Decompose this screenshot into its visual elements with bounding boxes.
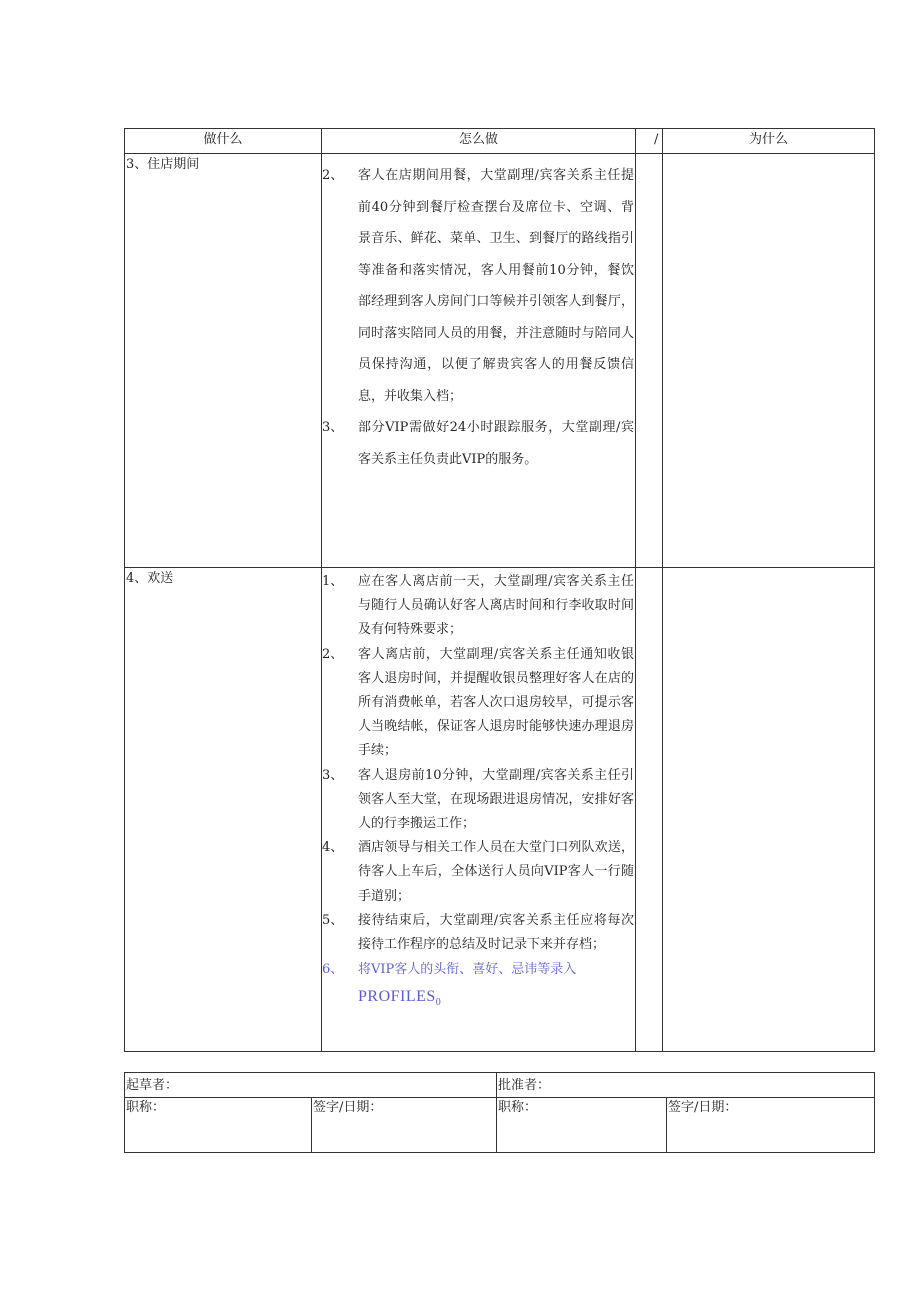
item-text: 部分VIP需做好24小时跟踪服务，大堂副理/宾客关系主任负责此VIP的服务。 [358, 420, 634, 467]
footer-left-border [124, 1072, 125, 1153]
list-item [322, 412, 634, 475]
footer-left-divider [311, 1097, 312, 1153]
footer-right-divider [666, 1097, 667, 1153]
drafter-sign-label: 签字/日期： [313, 1100, 383, 1115]
header-mark: / [654, 132, 659, 147]
header-why: 为什么 [748, 132, 788, 147]
item-text: 客人在店期间用餐，大堂副理/宾客关系主任提前40分钟到餐厅检查摆台及席位卡、空调、背景音乐、鲜花、菜单、卫生、到餐厅的路线指引等准备和落实情况，客人用餐前10分钟，餐饮部经理到客人房间门口等候并引领客人到餐厅，同时落实陪同人员的用餐，并注意随时与陪同人员保持沟通，以便了解贵宾客人的用餐反馈信息，并收集入档； [358, 168, 634, 404]
list-item [322, 764, 634, 837]
list-item [322, 643, 634, 764]
item-text: 客人退房前10分钟，大堂副理/宾客关系主任引领客人至大堂，在现场跟进退房情况，安排好客人的行李搬运工作； [358, 767, 634, 832]
approver-label: 批准者： [498, 1078, 551, 1093]
stay-how-cell [322, 160, 634, 475]
item-number: 3、 [322, 420, 344, 435]
list-item-highlighted [322, 958, 634, 1018]
table-bottom-border [124, 1051, 875, 1052]
item-number: 2、 [322, 168, 344, 183]
item-number: 1、 [322, 574, 344, 589]
table-right-border [874, 128, 875, 1052]
header-bottom-border [124, 153, 875, 154]
item-text: 应在客人离店前一天，大堂副理/宾客关系主任与随行人员确认好客人离店时间和行李收取时间及有何特殊要求； [358, 574, 634, 638]
item-number: 6、 [322, 962, 344, 978]
approver-title-label: 职称： [498, 1100, 538, 1115]
item-text: 酒店领导与相关工作人员在大堂门口列队欢送，待客人上车后，全体送行人员向VIP客人一行随手道别； [358, 840, 634, 904]
approver-sign-label: 签字/日期： [668, 1100, 738, 1115]
list-item [322, 570, 634, 643]
footer-right-border [874, 1072, 875, 1153]
item-number: 3、 [322, 767, 344, 783]
drafter-title-label: 职称： [126, 1100, 166, 1115]
item-number: 4、 [322, 840, 344, 856]
row-divider [124, 567, 875, 568]
item-text: 接待结束后，大堂副理/宾客关系主任应将每次接待工作程序的总结及时记录下来并存档； [358, 912, 634, 953]
row-label-stay: 3、住店期间 [126, 157, 200, 172]
item-text: 将VIP客人的头衔、喜好、忌讳等录入 [358, 962, 577, 978]
drafter-label: 起草者： [126, 1078, 179, 1093]
item-text: 客人离店前，大堂副理/宾客关系主任通知收银客人退房时间，并提醒收银员整理好客人在店的所有消费帐单，若客人次口退房较早，可提示客人当晚结帐，保证客人退房时能够快速办理退房手续； [358, 646, 634, 759]
list-item [322, 160, 634, 412]
list-item [322, 909, 634, 957]
column-divider-2 [635, 128, 636, 1052]
column-divider-3 [662, 128, 663, 1052]
profiles-subscript: 0 [435, 997, 442, 1009]
profiles-term [358, 982, 634, 1018]
table-left-border [124, 128, 125, 1052]
footer-center-divider [496, 1072, 497, 1153]
item-number: 5、 [322, 912, 344, 928]
farewell-how-cell [322, 570, 634, 1019]
footer-bottom-border [124, 1152, 875, 1153]
list-item [322, 836, 634, 909]
header-how: 怎么做 [458, 132, 498, 147]
profiles-word: PROFILES [358, 988, 436, 1006]
row-label-farewell: 4、欢送 [126, 571, 174, 586]
footer-top-border [124, 1072, 875, 1073]
item-number: 2、 [322, 646, 344, 662]
header-what: 做什么 [203, 132, 243, 147]
